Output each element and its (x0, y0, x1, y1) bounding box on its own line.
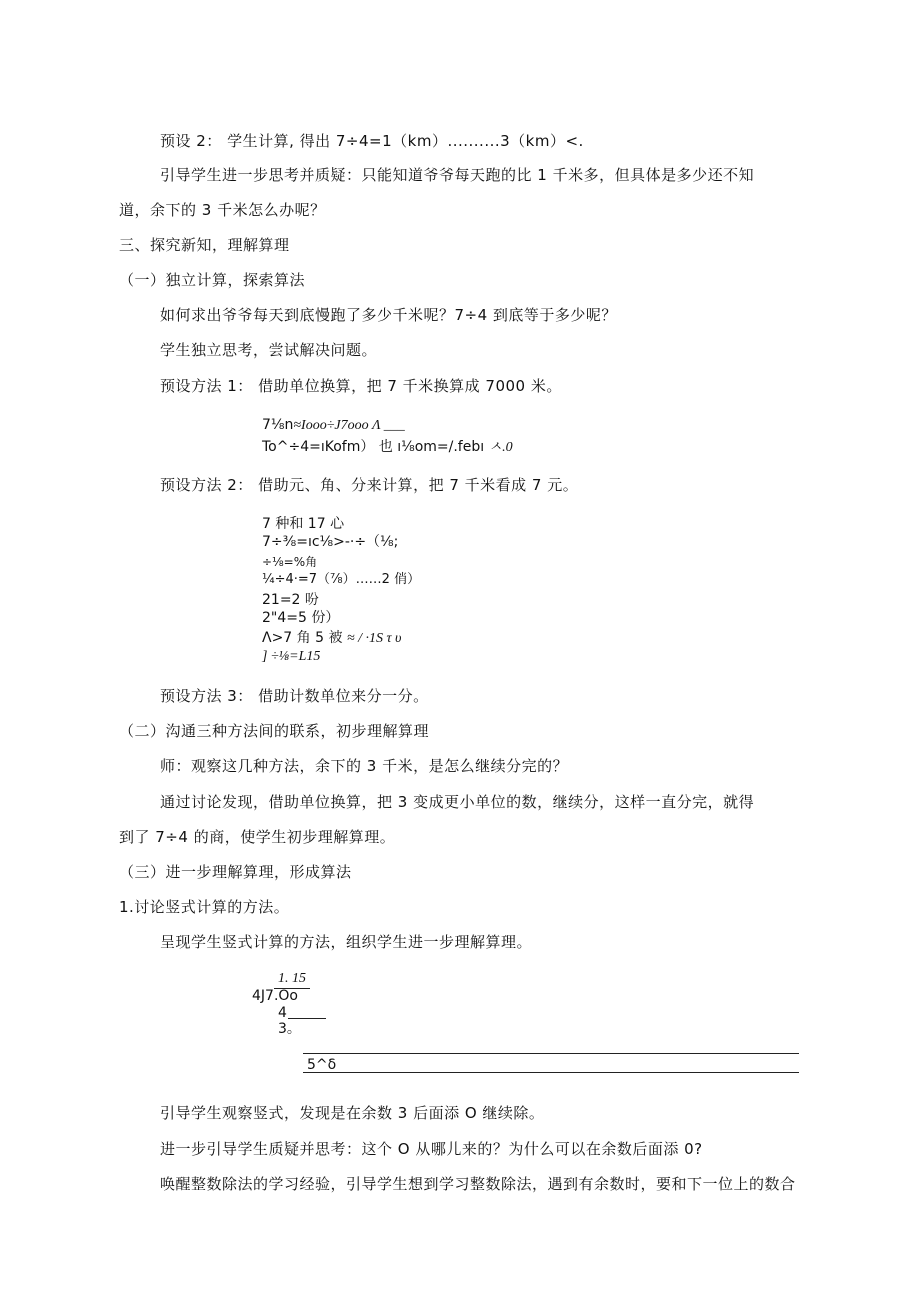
method2-line1: 7 种和 17 心 (262, 516, 345, 532)
sub1-rule (288, 1018, 326, 1019)
paragraph-think: 学生独立思考，尝试解决问题。 (160, 341, 378, 359)
section-heading-3: 三、探究新知，理解算理 (119, 236, 290, 254)
method1-line2a: To^÷4=ıKofm） (262, 439, 375, 455)
subsection-heading-3: （三）进一步理解算理，形成算法 (119, 863, 352, 881)
method-3-heading: 预设方法 3： 借助计数单位来分一分。 (160, 687, 429, 705)
paragraph-teacher: 师：观察这几种方法，余下的 3 千米，是怎么继续分完的？ (160, 757, 569, 775)
method-2-heading: 预设方法 2： 借助元、角、分来计算，把 7 千米看成 7 元。 (160, 476, 579, 494)
method1-line1a: 7⅛n (262, 417, 294, 433)
method1-line2 (262, 438, 513, 457)
paragraph-question-zero: 进一步引导学生质疑并思考：这个 O 从哪儿来的？为什么可以在余数后面添 0? (160, 1140, 703, 1158)
long-division-sub1: 4 (278, 1005, 287, 1021)
method2-line8: ] ÷⅛=L15 (262, 649, 321, 664)
long-rule-top (303, 1053, 799, 1054)
long-division-quotient: 1. 15 (278, 971, 306, 986)
paragraph-how: 如何求出爷爷每天到底慢跑了多少千米呢？7÷4 到底等于多少呢？ (160, 306, 617, 324)
method2-line3: ÷⅛=%角 (262, 555, 318, 569)
paragraph-present: 呈现学生竖式计算的方法，组织学生进一步理解算理。 (160, 933, 533, 951)
method2-line4: ¼÷4·=7（⅞）……2 俏） (262, 572, 421, 587)
paragraph-question-cont: 道，余下的 3 千米怎么办呢？ (119, 201, 326, 219)
long-division-next: 5^δ (307, 1057, 337, 1073)
long-division-dividend: 4J7.Oo (252, 988, 298, 1004)
method1-line2c: ㅅ.0 (488, 440, 513, 455)
paragraph-recall: 唤醒整数除法的学习经验，引导学生想到学习整数除法，遇到有余数时，要和下一位上的数合 (160, 1175, 796, 1193)
paragraph-discuss-cont: 到了 7÷4 的商，使学生初步理解算理。 (119, 828, 396, 846)
paragraph-observe: 引导学生观察竖式，发现是在余数 3 后面添 O 继续除。 (160, 1104, 545, 1122)
paragraph-discuss: 通过讨论发现，借助单位换算，把 3 变成更小单位的数，继续分，这样一直分完，就得 (160, 793, 755, 811)
paragraph-question: 引导学生进一步思考并质疑：只能知道爷爷每天跑的比 1 千米多，但具体是多少还不知 (160, 166, 755, 184)
preset-2-line: 预设 2： 学生计算, 得出 7÷4=1（km）..........3（km）<. (160, 132, 584, 150)
method1-line1b: ≈Iooo÷J7ooo Λ ___ (293, 418, 405, 433)
subsection-heading-2: （二）沟通三种方法间的联系，初步理解算理 (119, 722, 430, 740)
method2-line6: 2"4=5 份） (262, 610, 340, 626)
long-division-rem1: 3。 (278, 1021, 301, 1037)
long-rule-bottom (303, 1072, 799, 1073)
method2-line5: 21=2 吩 (262, 592, 319, 608)
item-heading-1: 1.讨论竖式计算的方法。 (119, 898, 290, 916)
method2-line7a: Λ>7 角 5 被 (262, 630, 343, 646)
method2-line2: 7÷⅜=ıc⅛>-·÷（⅛; (262, 534, 399, 550)
method2-line7 (262, 629, 401, 648)
method2-line7b: ≈ / ·1S τ υ (346, 631, 402, 646)
method-1-heading: 预设方法 1： 借助单位换算，把 7 千米换算成 7000 米。 (160, 377, 562, 395)
method1-line2b: 也 ı⅛om=/.febı (378, 439, 485, 455)
subsection-heading-1: （一）独立计算，探索算法 (119, 271, 306, 289)
method1-line1 (262, 416, 405, 435)
